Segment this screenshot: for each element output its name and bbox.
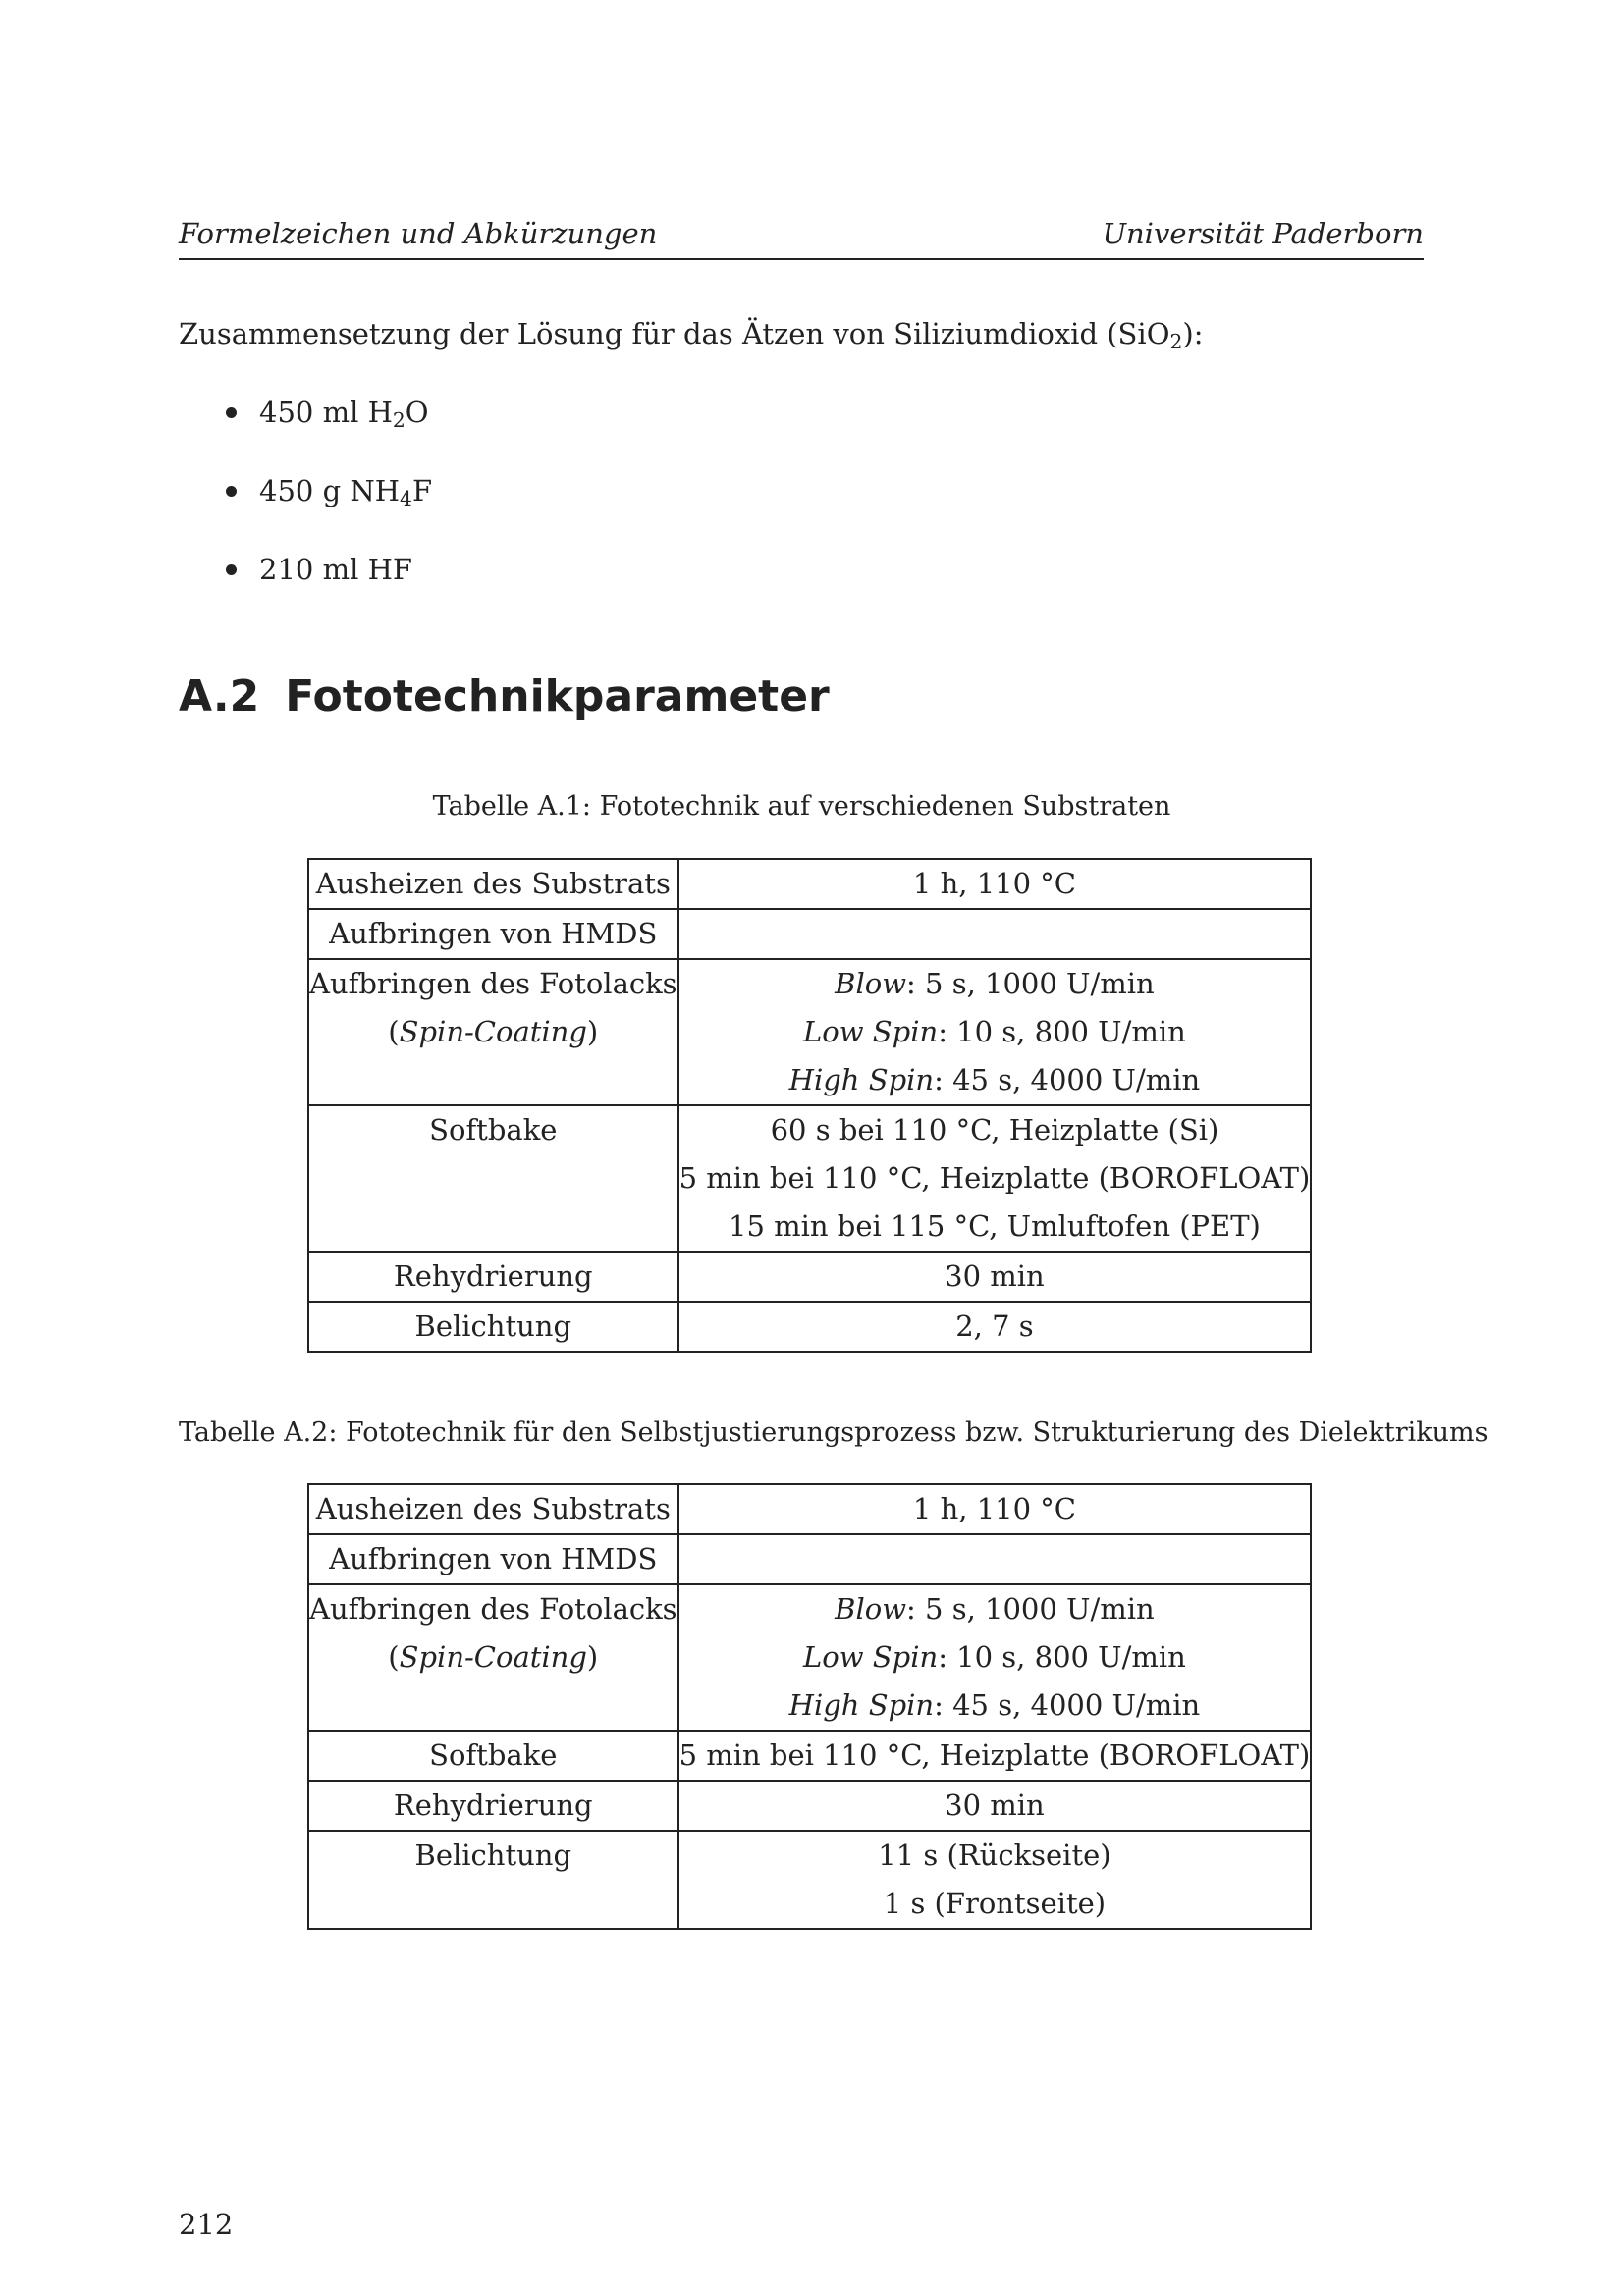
cell-text — [679, 910, 1311, 958]
table-cell-label — [308, 1534, 678, 1584]
bullet-icon — [226, 486, 237, 497]
cell-text-value: : 10 s, 800 U/min — [938, 1640, 1186, 1674]
table-cell-value — [678, 1105, 1312, 1252]
table1-caption: Tabelle A.1: Fototechnik auf verschiedenen Substraten — [432, 791, 1171, 822]
table-cell-label — [308, 1484, 678, 1534]
table-row — [308, 1484, 1311, 1534]
cell-text: Ausheizen des Substrats — [315, 1492, 671, 1525]
table-cell-value — [678, 1781, 1312, 1831]
table-row — [308, 1831, 1311, 1929]
table-row — [308, 909, 1311, 959]
table-row — [308, 1105, 1311, 1252]
list-item — [226, 550, 412, 589]
table-cell-label — [308, 859, 678, 909]
cell-text: Aufbringen des Fotolacks — [309, 1592, 677, 1626]
table-cell-label — [308, 1584, 678, 1731]
section-title: Fototechnikparameter — [285, 671, 830, 721]
table-cell-value — [678, 1302, 1312, 1352]
table-cell-label — [308, 1831, 678, 1929]
page-number: 212 — [179, 2208, 234, 2241]
table-cell-value — [678, 1484, 1312, 1534]
table-cell-value — [678, 1534, 1312, 1584]
cell-text: Ausheizen des Substrats — [315, 867, 671, 900]
cell-text-value: : 5 s, 1000 U/min — [906, 1592, 1155, 1626]
cell-text-value: : 10 s, 800 U/min — [938, 1015, 1186, 1048]
table-row — [308, 859, 1311, 909]
table-row — [308, 1252, 1311, 1302]
list-item — [226, 393, 429, 432]
cell-text — [679, 1585, 1311, 1633]
table-cell-value — [678, 1831, 1312, 1929]
cell-text-italic: Spin-Coating — [399, 1640, 587, 1674]
table-cell-value — [678, 859, 1312, 909]
cell-text: 5 min bei 110 °C, Heizplatte (BOROFLOAT) — [678, 1738, 1311, 1772]
list-item-text: 450 g NH — [259, 474, 401, 507]
table2-caption: Tabelle A.2: Fototechnik für den Selbstjustierungsprozess bzw. Strukturierung des Dielektrikums — [179, 1417, 1488, 1448]
table-cell-label — [308, 909, 678, 959]
cell-text — [679, 960, 1311, 1008]
cell-text — [679, 1633, 1311, 1682]
cell-text: 15 min bei 115 °C, Umluftofen (PET) — [729, 1209, 1261, 1243]
cell-text — [679, 1056, 1311, 1104]
list-item-suffix: O — [405, 396, 429, 429]
cell-text: (Spin-Coating) — [388, 1015, 599, 1048]
cell-text: 1 h, 110 °C — [912, 1492, 1076, 1525]
cell-text: Aufbringen von HMDS — [329, 1542, 658, 1575]
cell-text: Aufbringen des Fotolacks — [309, 967, 677, 1000]
table-cell-value — [678, 959, 1312, 1105]
list-item-text: 210 ml HF — [259, 553, 412, 586]
list-item-suffix: F — [411, 474, 433, 507]
table-cell-value — [678, 909, 1312, 959]
list-item-subscript: 4 — [400, 487, 412, 511]
table-cell-value — [678, 1584, 1312, 1731]
cell-text-value: : 45 s, 4000 U/min — [934, 1688, 1201, 1722]
table-row — [308, 1584, 1311, 1731]
list-item — [226, 471, 432, 510]
table-row — [308, 1534, 1311, 1584]
table-cell-label — [308, 1302, 678, 1352]
table1 — [307, 858, 1312, 1353]
cell-text: 11 s (Rückseite) — [878, 1839, 1111, 1872]
cell-text: 30 min — [945, 1789, 1045, 1822]
cell-text: 5 min bei 110 °C, Heizplatte (BOROFLOAT) — [678, 1161, 1311, 1195]
section-number: A.2 — [179, 671, 260, 721]
running-header-left: Formelzeichen und Abkürzungen — [179, 217, 658, 250]
cell-text: Belichtung — [414, 1839, 572, 1872]
table-cell-label — [308, 1781, 678, 1831]
cell-text: 60 s bei 110 °C, Heizplatte (Si) — [770, 1113, 1219, 1147]
section-heading — [179, 667, 830, 726]
cell-text-italic: Low Spin — [803, 1015, 939, 1048]
cell-text-italic: High Spin — [788, 1688, 935, 1722]
table-row — [308, 1302, 1311, 1352]
cell-text: (Spin-Coating) — [388, 1640, 599, 1674]
intro-suffix: ): — [1182, 317, 1204, 350]
table-cell-value — [678, 1252, 1312, 1302]
header-rule — [179, 258, 1424, 260]
table-cell-label — [308, 1252, 678, 1302]
cell-text-value: : 45 s, 4000 U/min — [934, 1063, 1201, 1096]
list-item-text: 450 ml H — [259, 396, 393, 429]
cell-text: Rehydrierung — [393, 1259, 593, 1293]
table-row — [308, 959, 1311, 1105]
table-row — [308, 1781, 1311, 1831]
cell-text: Rehydrierung — [393, 1789, 593, 1822]
table-cell-label — [308, 959, 678, 1105]
cell-text-italic: Low Spin — [803, 1640, 939, 1674]
table-row — [308, 1731, 1311, 1781]
cell-text-italic: Blow — [835, 967, 907, 1000]
cell-text — [679, 1682, 1311, 1730]
table-cell-label — [308, 1105, 678, 1252]
intro-subscript: 2 — [1169, 330, 1183, 354]
cell-text: 2, 7 s — [955, 1309, 1034, 1343]
cell-text: Belichtung — [414, 1309, 572, 1343]
cell-text: 1 h, 110 °C — [912, 867, 1076, 900]
cell-text: Softbake — [429, 1738, 558, 1772]
table-cell-label — [308, 1731, 678, 1781]
table2 — [307, 1483, 1312, 1930]
cell-text: Aufbringen von HMDS — [329, 917, 658, 950]
cell-text-italic: Spin-Coating — [399, 1015, 587, 1048]
intro-paragraph — [179, 314, 1203, 353]
cell-text-value: : 5 s, 1000 U/min — [906, 967, 1155, 1000]
cell-text: Softbake — [429, 1113, 558, 1147]
cell-text-italic: High Spin — [788, 1063, 935, 1096]
running-header-right: Universität Paderborn — [1102, 217, 1424, 250]
cell-text: 1 s (Frontseite) — [883, 1887, 1107, 1920]
table-cell-value — [678, 1731, 1312, 1781]
cell-text — [679, 1008, 1311, 1056]
bullet-icon — [226, 407, 237, 418]
list-item-subscript: 2 — [392, 408, 406, 433]
cell-text-italic: Blow — [835, 1592, 907, 1626]
intro-text: Zusammensetzung der Lösung für das Ätzen von Siliziumdioxid (SiO — [179, 317, 1170, 350]
cell-text — [679, 1535, 1311, 1583]
bullet-icon — [226, 564, 237, 575]
cell-text: 30 min — [945, 1259, 1045, 1293]
